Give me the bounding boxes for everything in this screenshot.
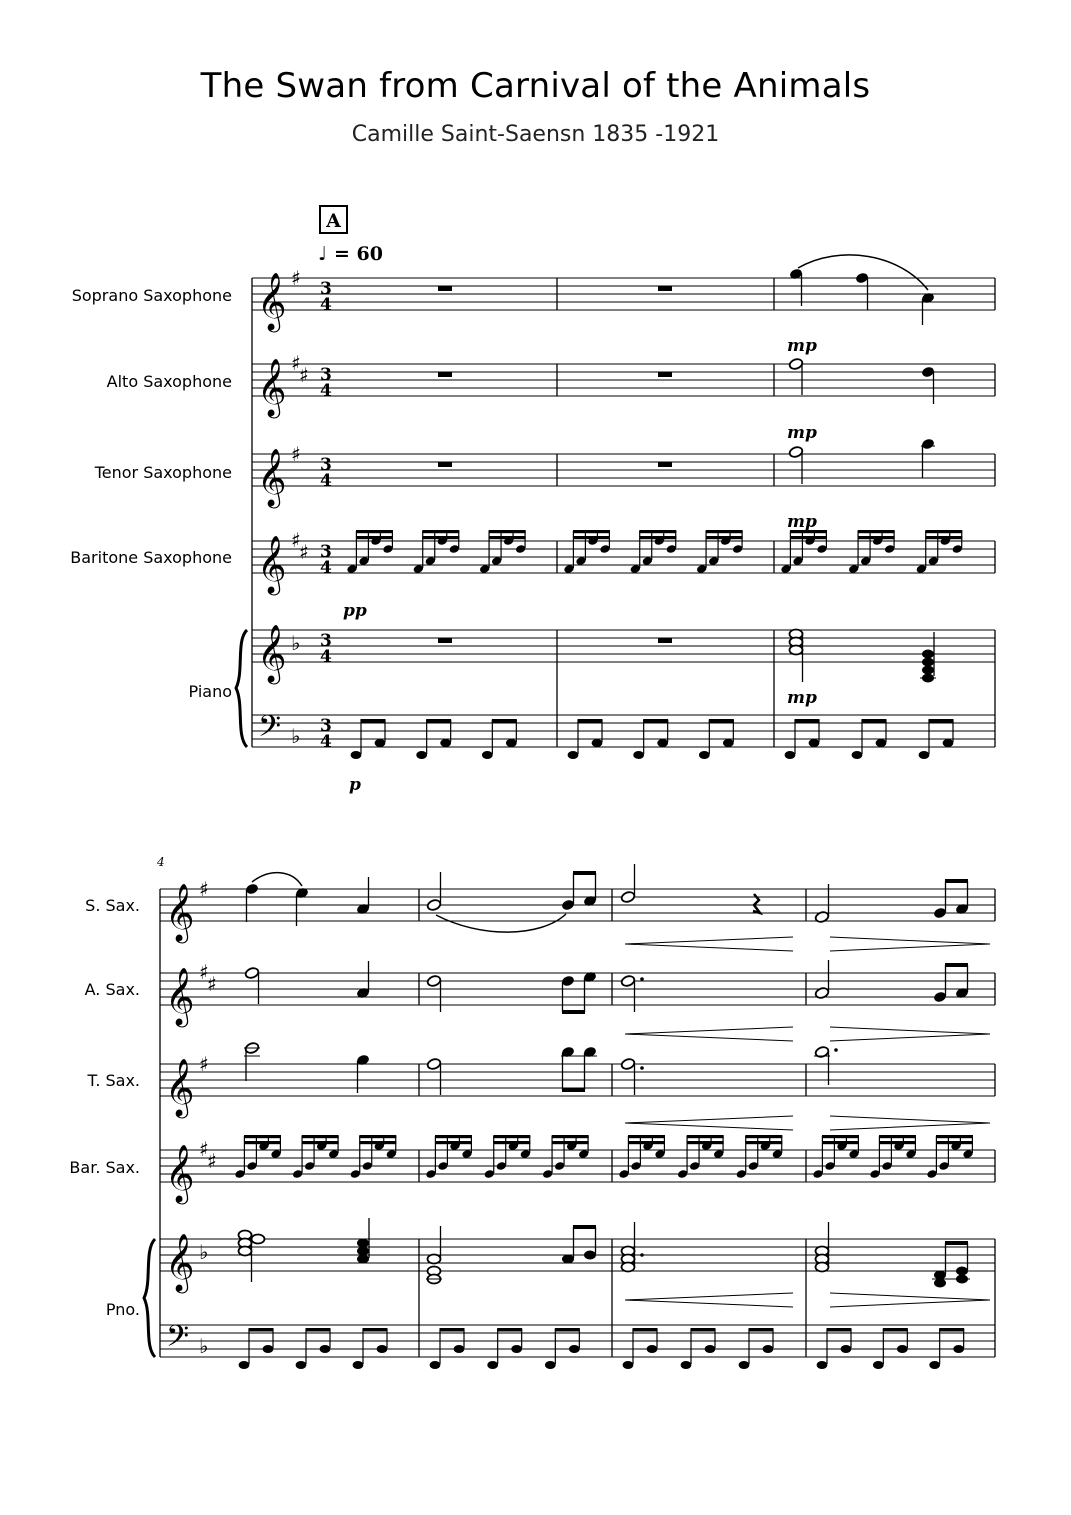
time-sig-top: 3: [320, 542, 332, 562]
eighth-note: [569, 1345, 580, 1353]
tempo-note: ♩: [318, 243, 327, 265]
eighth-note: [647, 1345, 658, 1353]
sharp-icon: ♯: [199, 1137, 209, 1161]
treble-clef-icon: 𝄞: [165, 1233, 195, 1291]
time-sig-top: 3: [320, 279, 332, 299]
eighth-note: [681, 1361, 692, 1369]
dynamic-mp: mp: [787, 688, 817, 708]
instrument-label-bar-sax: Bar. Sax.: [69, 1158, 140, 1177]
sharp-icon: ♯: [299, 540, 309, 564]
eighth-note: [699, 751, 710, 759]
sharp-icon: ♯: [207, 1149, 217, 1173]
treble-clef-icon: 𝄞: [165, 1058, 195, 1116]
sharp-icon: ♯: [199, 877, 209, 901]
eighth-note: [506, 739, 517, 747]
whole-rests-system-1: [438, 286, 672, 643]
flat-icon: ♭: [199, 1240, 209, 1264]
eighth-note: [841, 1345, 852, 1353]
time-sig-top: 3: [320, 631, 332, 651]
eighth-note: [511, 1345, 522, 1353]
treble-clef-icon: 𝄞: [257, 624, 287, 682]
treble-clef-icon: 𝄞: [165, 1144, 195, 1202]
time-sig-bottom: 4: [320, 295, 332, 315]
time-sig-top: 3: [320, 365, 332, 385]
eighth-note: [568, 751, 579, 759]
eighth-note: [416, 751, 427, 759]
time-sig-bottom: 4: [320, 381, 332, 401]
time-sig-bottom: 4: [320, 732, 332, 752]
eighth-note: [239, 1361, 250, 1369]
bass-clef-icon: 𝄢: [258, 710, 282, 751]
system-1: [70, 206, 995, 795]
sharp-icon: ♯: [207, 972, 217, 996]
dynamic-mp: mp: [787, 336, 817, 356]
eighth-note: [482, 751, 493, 759]
score-title: The Swan from Carnival of the Animals: [200, 66, 871, 106]
eighth-note: [263, 1345, 274, 1353]
time-sig-bottom: 4: [320, 471, 332, 491]
eighth-note: [633, 751, 644, 759]
eighth-note: [763, 1345, 774, 1353]
time-signatures-system-1: [320, 279, 332, 752]
eighth-note: [353, 1361, 364, 1369]
eighth-note: [454, 1345, 465, 1353]
eighth-note: [739, 1361, 750, 1369]
eighth-note: [623, 1361, 634, 1369]
eighth-note: [919, 751, 930, 759]
instrument-label-baritone: Baritone Saxophone: [70, 548, 232, 567]
eighth-note: [440, 739, 451, 747]
treble-clef-icon: 𝄞: [257, 358, 287, 416]
eighth-note: [785, 751, 796, 759]
rehearsal-mark: A: [326, 210, 341, 232]
sharp-icon: ♯: [291, 442, 301, 466]
instrument-label-alto: Alto Saxophone: [106, 372, 232, 391]
eighth-note: [876, 739, 887, 747]
eighth-note: [723, 739, 734, 747]
instrument-label-t-sax: T. Sax.: [87, 1071, 140, 1090]
alto-m3-notes: [787, 336, 935, 404]
dynamic-mp: mp: [787, 423, 817, 443]
eighth-note: [852, 751, 863, 759]
barlines-system-2: [160, 889, 995, 1357]
eighth-note: [487, 1361, 498, 1369]
eighth-note: [929, 1361, 940, 1369]
treble-clef-icon: 𝄞: [165, 883, 195, 941]
eighth-note: [817, 1361, 828, 1369]
soprano-m3-notes: [789, 255, 935, 325]
hairpins-system-2: [625, 937, 990, 1307]
sharp-icon: ♯: [291, 351, 301, 375]
piano-brace: [144, 1239, 155, 1357]
time-sig-top: 3: [320, 716, 332, 736]
instrument-label-soprano: Soprano Saxophone: [71, 286, 232, 305]
tempo-text: = 60: [334, 243, 383, 265]
barlines-system-1: [252, 278, 995, 747]
baritone-arpeggios-system-1: [346, 530, 963, 574]
instrument-label-s-sax: S. Sax.: [85, 896, 140, 915]
instrument-label-tenor: Tenor Saxophone: [94, 463, 232, 482]
eighth-note: [953, 1345, 964, 1353]
sharp-icon: ♯: [199, 960, 209, 984]
eighth-note: [320, 1345, 331, 1353]
dynamic-mp: mp: [787, 512, 817, 532]
sharp-icon: ♯: [199, 1052, 209, 1076]
eighth-note: [873, 1361, 884, 1369]
flat-icon: ♭: [199, 1334, 209, 1358]
system-2: [69, 855, 995, 1369]
bass-clef-icon: 𝄢: [166, 1320, 190, 1361]
treble-clef-icon: 𝄞: [257, 535, 287, 593]
staff-lines-system-2: [160, 889, 995, 1357]
eighth-note: [705, 1345, 716, 1353]
time-sig-bottom: 4: [320, 558, 332, 578]
composer-line: Camille Saint-Saensn 1835 -1921: [351, 122, 720, 147]
piano-treble-m3-chords: [790, 630, 937, 683]
eighth-note: [592, 739, 603, 747]
a-sax-system-2-notes: [244, 960, 969, 1014]
eighth-note: [377, 1345, 388, 1353]
time-sig-top: 3: [320, 455, 332, 475]
time-sig-bottom: 4: [320, 647, 332, 667]
t-sax-system-2-notes: [244, 1042, 838, 1095]
treble-clef-icon: 𝄞: [257, 448, 287, 506]
eighth-note: [296, 1361, 307, 1369]
treble-clef-icon: 𝄞: [165, 967, 195, 1025]
sharp-icon: ♯: [291, 266, 301, 290]
sharp-icon: ♯: [291, 528, 301, 552]
piano-brace: [236, 630, 247, 747]
s-sax-system-2-notes: [245, 864, 969, 932]
eighth-note: [809, 739, 820, 747]
flat-icon: ♭: [291, 631, 301, 655]
eighth-note: [657, 739, 668, 747]
eighth-note: [351, 751, 362, 759]
eighth-note: [943, 739, 954, 747]
bar-sax-arpeggios-system-2: [234, 1135, 973, 1179]
staff-lines-system-1: [252, 278, 995, 747]
eighth-note: [430, 1361, 441, 1369]
instrument-label-piano: Piano: [188, 682, 232, 701]
measure-number: 4: [157, 855, 165, 869]
flat-icon: ♭: [291, 724, 301, 748]
treble-clef-icon: 𝄞: [257, 272, 287, 330]
dynamic-pp: pp: [343, 601, 367, 621]
eighth-note: [897, 1345, 908, 1353]
pno-treble-system-2-chords: [239, 1218, 971, 1288]
eighth-note: [375, 739, 386, 747]
instrument-label-pno: Pno.: [105, 1300, 140, 1319]
instrument-label-a-sax: A. Sax.: [84, 980, 140, 999]
dynamic-p: p: [349, 775, 361, 795]
eighth-note: [545, 1361, 556, 1369]
sharp-icon: ♯: [299, 363, 309, 387]
